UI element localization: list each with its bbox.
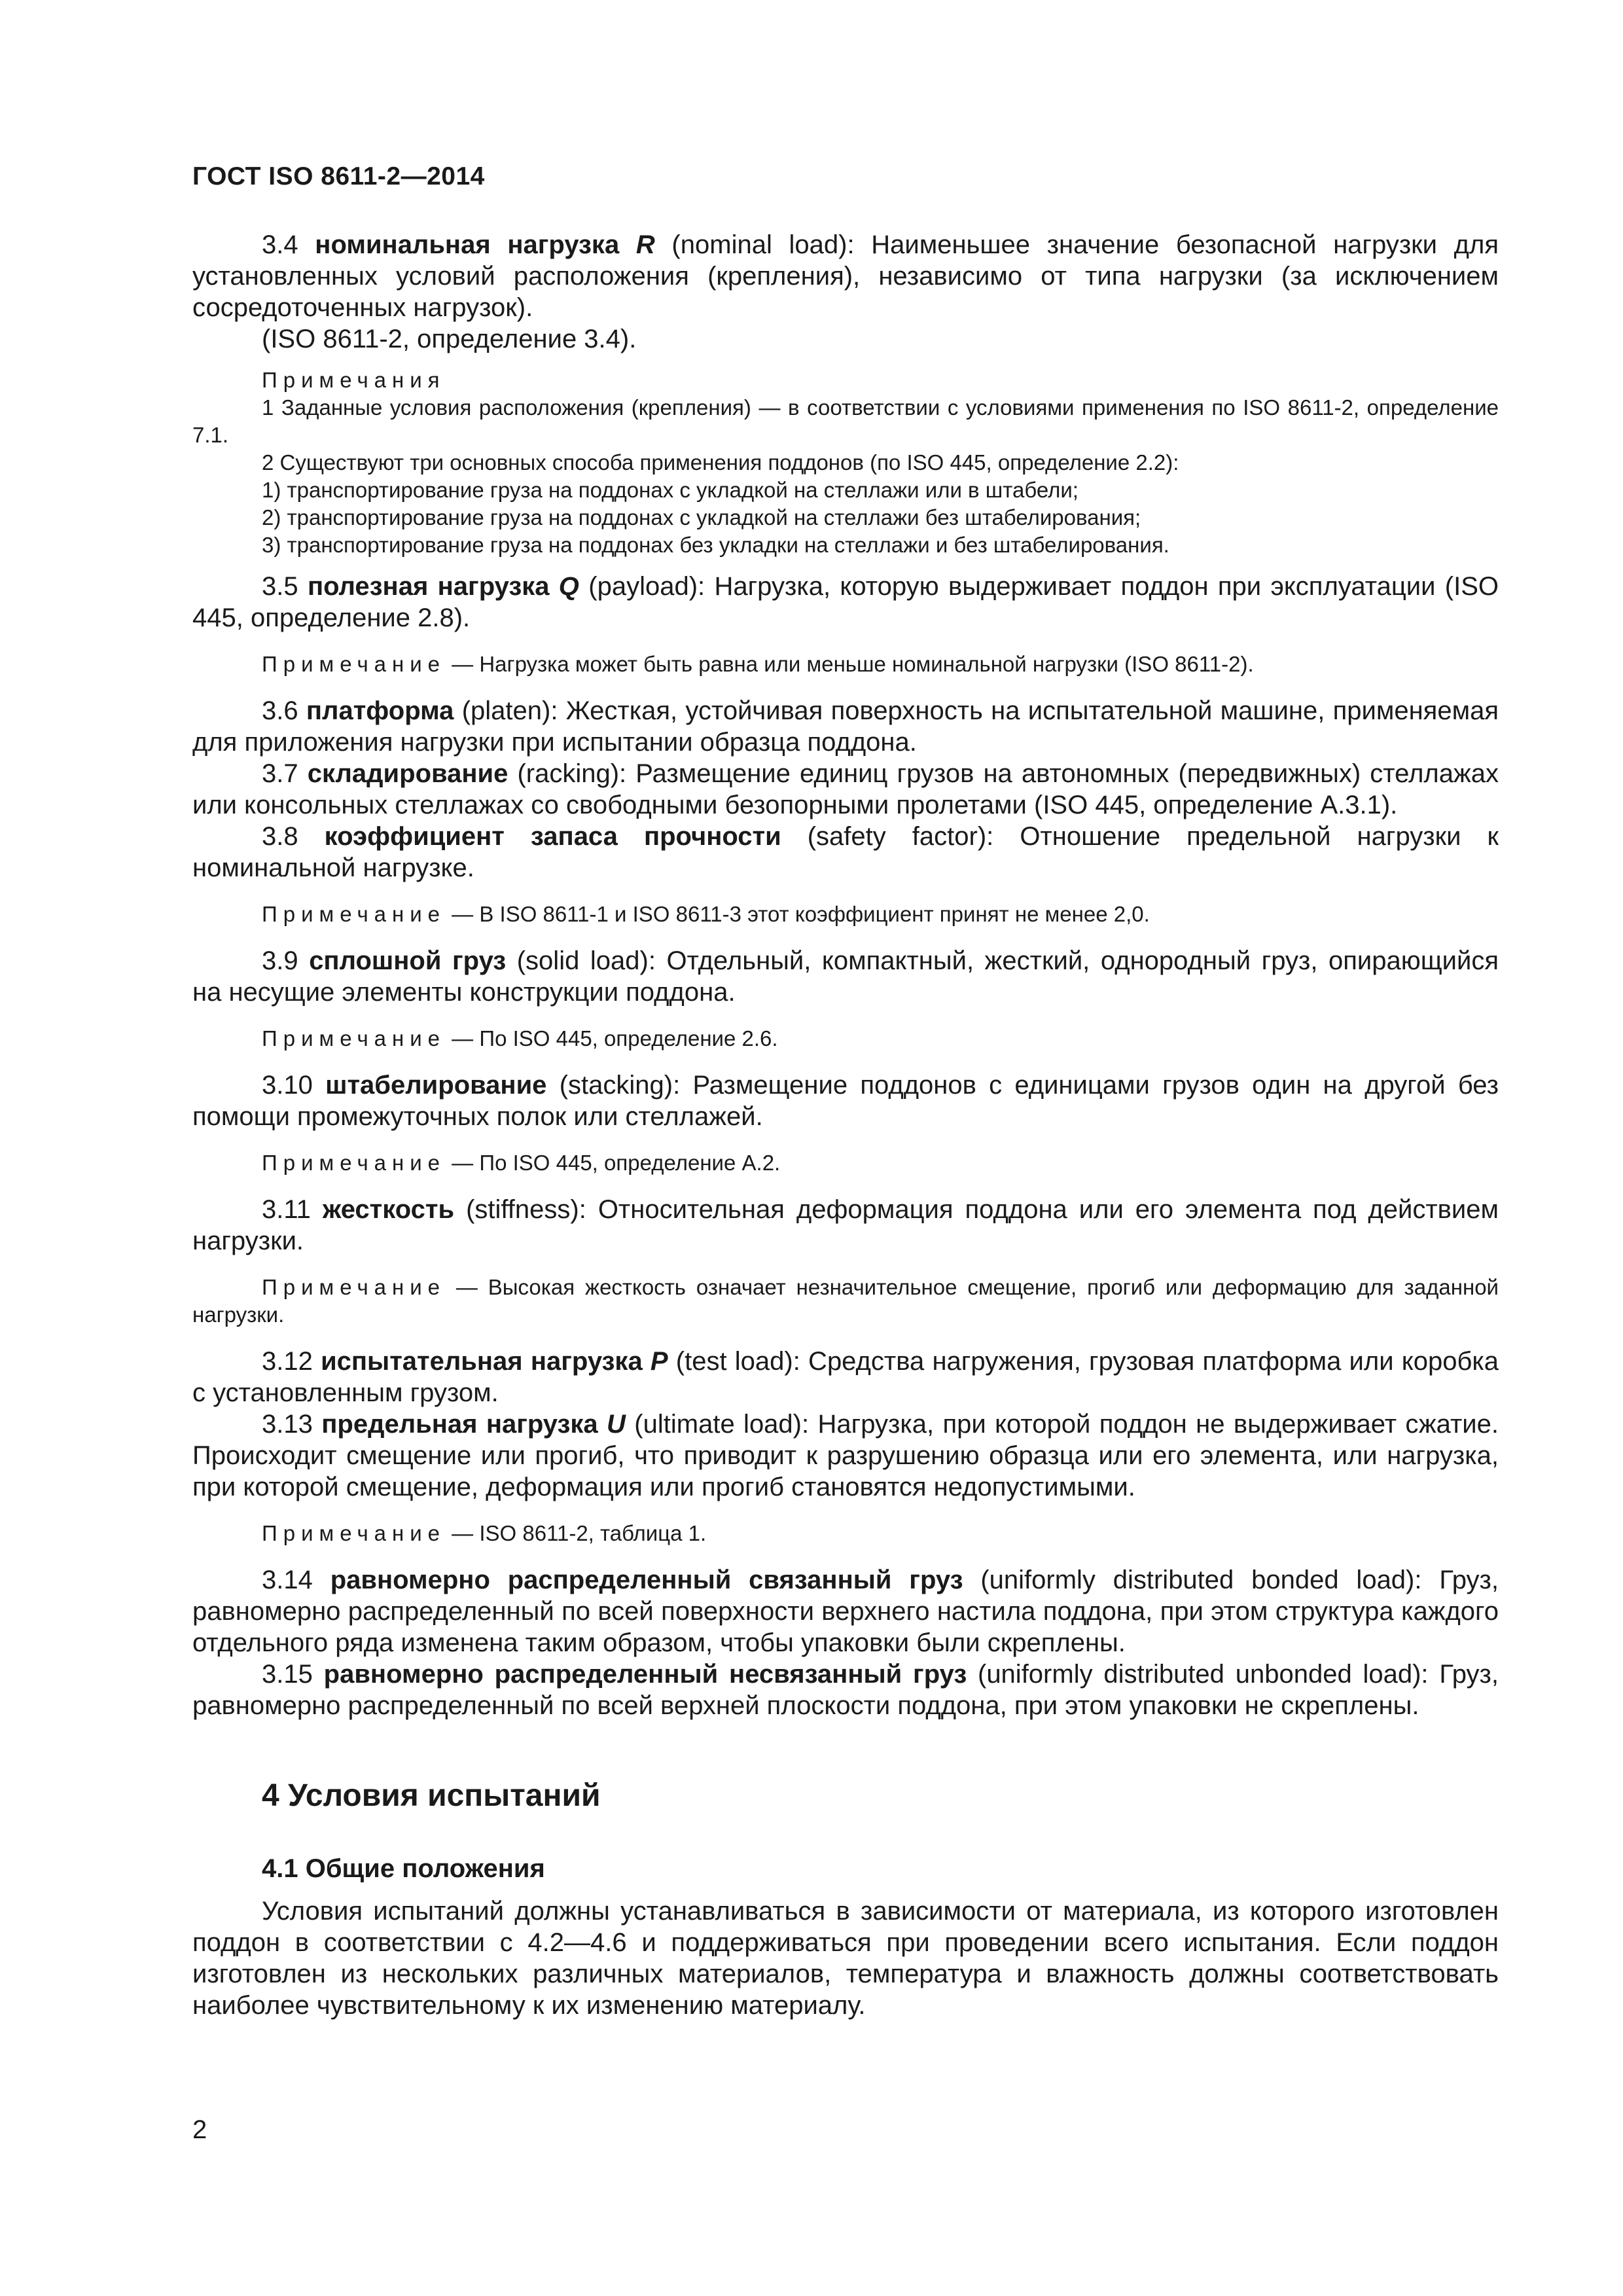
def-symbol: R [635, 230, 655, 259]
note-label: Примечание [262, 652, 446, 676]
section-paragraph: Условия испытаний должны устанавливаться в зависимости от материала, из которого изготовлен поддон в соответствии с 4.2—4.6 и поддерживаться при проведении всего испытания. Если поддон изготовлен из нескольких различных материалов, температура и влажность должны соответствовать наиболее чувствительному к их изменению материалу. [192, 1897, 1499, 2020]
definition-3-9 [192, 945, 1499, 1008]
def-symbol: U [607, 1410, 626, 1439]
document-body [192, 229, 1499, 2021]
def-term: испытательная нагрузка [321, 1347, 651, 1376]
def-number: 3.8 [262, 822, 325, 851]
def-number: 3.10 [262, 1071, 326, 1100]
note-1: 1 Заданные условия расположения (крепления) — в соответствии с условиями применения по ISO 8611-2, определение 7.1. [192, 395, 1499, 447]
def-number: 3.4 [262, 230, 315, 259]
def-text: (solid load): Отдельный, компактный, жесткий, однородный груз, опирающийся на несущие элементы конструкции поддона. [192, 946, 1499, 1007]
def-text: (platen): Жесткая, устойчивая поверхность на испытательной машине, применяемая для приложения нагрузки при испытании образца поддона. [192, 696, 1499, 757]
definition-3-6 [192, 695, 1499, 758]
def-text: (test load): Средства нагружения, грузовая платформа или коробка с установленным грузом. [192, 1347, 1499, 1407]
def-number: 3.7 [262, 759, 308, 788]
def-text: (uniformly distributed bonded load): Груз, равномерно распределенный по всей поверхности верхнего настила поддона, при этом структура каждого отдельного ряда изменена таким образом, чтобы упаковки были скреплены. [192, 1566, 1499, 1657]
note-text: — Нагрузка может быть равна или меньше номинальной нагрузки (ISO 8611-2). [446, 652, 1254, 676]
note-text: — ISO 8611-2, таблица 1. [446, 1521, 707, 1545]
def-term: равномерно распределенный связанный груз [330, 1566, 963, 1594]
def-term: предельная нагрузка [321, 1410, 607, 1439]
note [192, 1025, 1499, 1052]
def-term: номинальная нагрузка [315, 230, 636, 259]
note-text: — По ISO 445, определение А.2. [446, 1151, 781, 1175]
def-term: жесткость [322, 1195, 455, 1224]
note-label: Примечание [262, 1026, 446, 1050]
note-label: Примечание [262, 902, 446, 926]
def-number: 3.11 [262, 1195, 323, 1224]
note-label: Примечание [262, 1521, 446, 1545]
definition-3-11 [192, 1194, 1499, 1257]
definition-3-7 [192, 758, 1499, 821]
def-text: (stiffness): Относительная деформация поддона или его элемента под действием нагрузки. [192, 1195, 1499, 1255]
def-term: сплошной груз [309, 946, 507, 975]
def-term: штабелирование [325, 1071, 547, 1100]
definition-3-14 [192, 1564, 1499, 1659]
def-term: складирование [307, 759, 508, 788]
page-number: 2 [192, 2115, 207, 2144]
subsection-heading: 4.1 Общие положения [262, 1854, 545, 1883]
note [192, 901, 1499, 928]
def-number: 3.14 [262, 1566, 330, 1594]
note-2: 2 Существуют три основных способа применения поддонов (по ISO 445, определение 2.2): [262, 450, 1179, 475]
def-text: (stacking): Размещение поддонов с единицами грузов один на другой без помощи промежуточных полок или стеллажей. [192, 1071, 1499, 1131]
def-number: 3.12 [262, 1347, 321, 1376]
def-number: 3.5 [262, 572, 308, 601]
note [192, 651, 1499, 678]
def-text: (payload): Нагрузка, которую выдерживает поддон при эксплуатации (ISO 445, определение 2.8). [192, 572, 1499, 632]
def-number: 3.15 [262, 1660, 324, 1689]
def-text: (ultimate load): Нагрузка, при которой поддон не выдерживает сжатие. Происходит смещение или прогиб, что приводит к разрушению образца или его элемента, или нагрузка, при которой смещение, деформация или прогиб становятся недопустимыми. [192, 1410, 1499, 1501]
standard-header: ГОСТ ISO 8611-2—2014 [192, 162, 485, 190]
note-list-item: 1) транспортирование груза на поддонах с укладкой на стеллажи или в штабели; [262, 478, 1079, 502]
def-text: (safety factor): Отношение предельной нагрузки к номинальной нагрузке. [192, 822, 1499, 882]
section-heading: 4 Условия испытаний [262, 1778, 601, 1813]
def-number: 3.13 [262, 1410, 322, 1439]
def-number: 3.6 [262, 696, 306, 725]
note [192, 1149, 1499, 1177]
def-term: полезная нагрузка [307, 572, 559, 601]
note [192, 1274, 1499, 1329]
def-symbol: Q [558, 572, 579, 601]
def-term: равномерно распределенный несвязанный груз [323, 1660, 967, 1689]
note-list-item: 2) транспортирование груза на поддонах с укладкой на стеллажи без штабелирования; [262, 505, 1141, 529]
note-text: — Высокая жесткость означает незначительное смещение, прогиб или деформацию для заданной нагрузки. [192, 1275, 1499, 1327]
note [192, 1520, 1499, 1547]
def-term: коэффициент запаса прочности [324, 822, 781, 851]
def-text: (nominal load): Наименьшее значение безопасной нагрузки для установленных условий расположения (крепления), независимо от типа нагрузки (за исключением сосредоточенных нагрузок). [192, 230, 1499, 322]
definition-3-5 [192, 571, 1499, 634]
definition-3-10 [192, 1069, 1499, 1132]
note-list-item: 3) транспортирование груза на поддонах без укладки на стеллажи и без штабелирования. [262, 533, 1169, 557]
notes-title: Примечания [262, 368, 446, 392]
definition-3-4 [192, 229, 1499, 323]
note-label: Примечание [262, 1275, 446, 1299]
definition-3-13 [192, 1408, 1499, 1503]
definition-3-12 [192, 1346, 1499, 1408]
def-symbol: P [650, 1347, 668, 1376]
def-text: (racking): Размещение единиц грузов на автономных (передвижных) стеллажах или консольных стеллажах со свободными безопорными пролетами (ISO 445, определение А.3.1). [192, 759, 1499, 819]
note-label: Примечание [262, 1151, 446, 1175]
definition-3-8 [192, 821, 1499, 884]
definition-reference: (ISO 8611-2, определение 3.4). [262, 325, 637, 353]
def-number: 3.9 [262, 946, 310, 975]
def-text: (uniformly distributed unbonded load): Груз, равномерно распределенный по всей верхней плоскости поддона, при этом упаковки не скреплены. [192, 1660, 1499, 1720]
note-text: — В ISO 8611-1 и ISO 8611-3 этот коэффициент принят не менее 2,0. [446, 902, 1150, 926]
def-term: платформа [306, 696, 454, 725]
note-text: — По ISO 445, определение 2.6. [446, 1026, 778, 1050]
definition-3-15 [192, 1659, 1499, 1721]
